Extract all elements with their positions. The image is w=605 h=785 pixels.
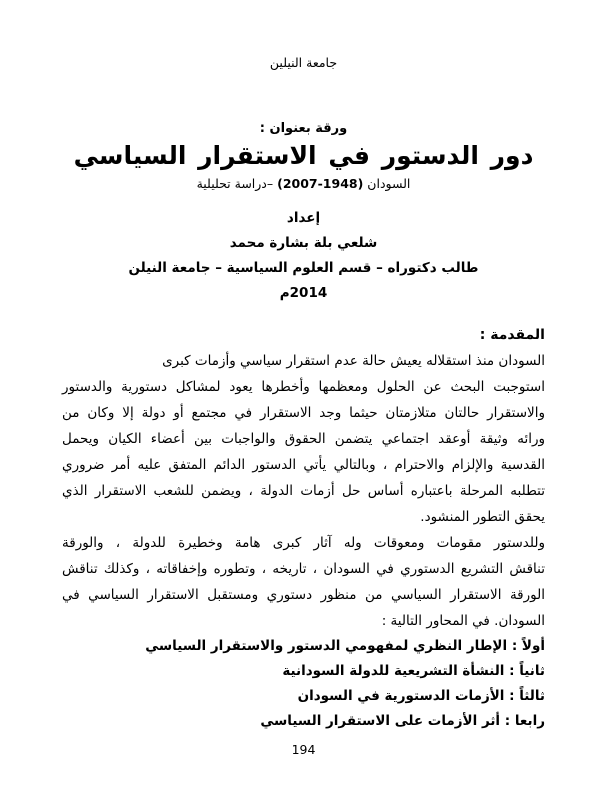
subtitle-years: (2007-1948) [277,176,364,191]
paper-title: دور الدستور في الاستقرار السياسي [73,141,534,170]
author-name: شلعي بلة بشارة محمد [229,235,378,251]
intro-paragraph-line: يحقق التطور المنشود. [420,509,545,525]
intro-paragraph-line: السودان. في المحاور التالية : [381,613,545,629]
intro-paragraph-line: والاستقرار حالتان متلازمتان حيثما وجد الاستقرار في مجتمع أو دولة إلا وكان من [62,405,545,421]
section-heading: أولاً : الإطار النظري لمفهومي الدستور والاستقرار السياسي [145,638,545,654]
intro-paragraph-line: السودان منذ استقلاله يعيش حالة عدم استقرار سياسي وأزمات كبرى [162,353,545,369]
intro-paragraph-line: وللدستور مقومات ومعوقات وله آثار كبرى هامة وخطيرة للدولة ، والورقة [62,535,545,551]
intro-paragraph-line: ورائه وثيقة أوعقد اجتماعي يتضمن الحقوق والواجبات بين أعضاء الكيان ويحمل [62,431,545,447]
intro-paragraph-line: استوجبت البحث عن الحلول ومعظمها وأخطرها يعود لمشاكل دستورية والدستور [62,379,545,395]
introduction-heading: المقدمة : [479,327,545,343]
page-number: 194 [291,742,316,757]
subtitle-study-note: –دراسة تحليلية [196,176,274,191]
publication-year: 2014م [279,285,328,301]
subtitle-country: السودان [367,176,411,191]
author-affiliation: طالب دكتوراه – قسم العلوم السياسية – جامعة النيلن [128,260,479,276]
intro-paragraph-line: الورقة الاستقرار السياسي من منظور دستوري ومستقبل الاستقرار السياسي في [62,587,545,603]
introduction-paragraph [62,348,545,634]
section-heading: ثانياً : النشأة التشريعية للدولة السودانية [282,663,545,679]
intro-paragraph-line: القدسية والإلزام والاحترام ، وبالتالي يأتي الدستور الدائم المتفق عليه أمر ضروري [62,457,545,473]
prepared-by-label: إعداد [286,210,321,226]
university-name: جامعة النيلين [269,55,338,70]
intro-paragraph-line: تتطلبه المرحلة باعتباره أساس حل أزمات الدولة ، ويضمن للشعب الاستقرار الذي [62,483,545,499]
section-headings-list [62,634,545,734]
paper-subtitle [62,174,545,193]
paper-type-label: ورقة بعنوان : [259,121,348,136]
author-block [62,206,545,306]
section-heading: رابعا : أثر الأزمات على الاستقرار السياسي [260,713,545,729]
intro-paragraph-line: تناقش التشريع الدستوري في السودان ، تاريخه ، وتطوره وإخفاقاته ، وكذلك تناقش [62,561,545,577]
section-heading: ثالثاً : الأزمات الدستورية في السودان [297,688,545,704]
